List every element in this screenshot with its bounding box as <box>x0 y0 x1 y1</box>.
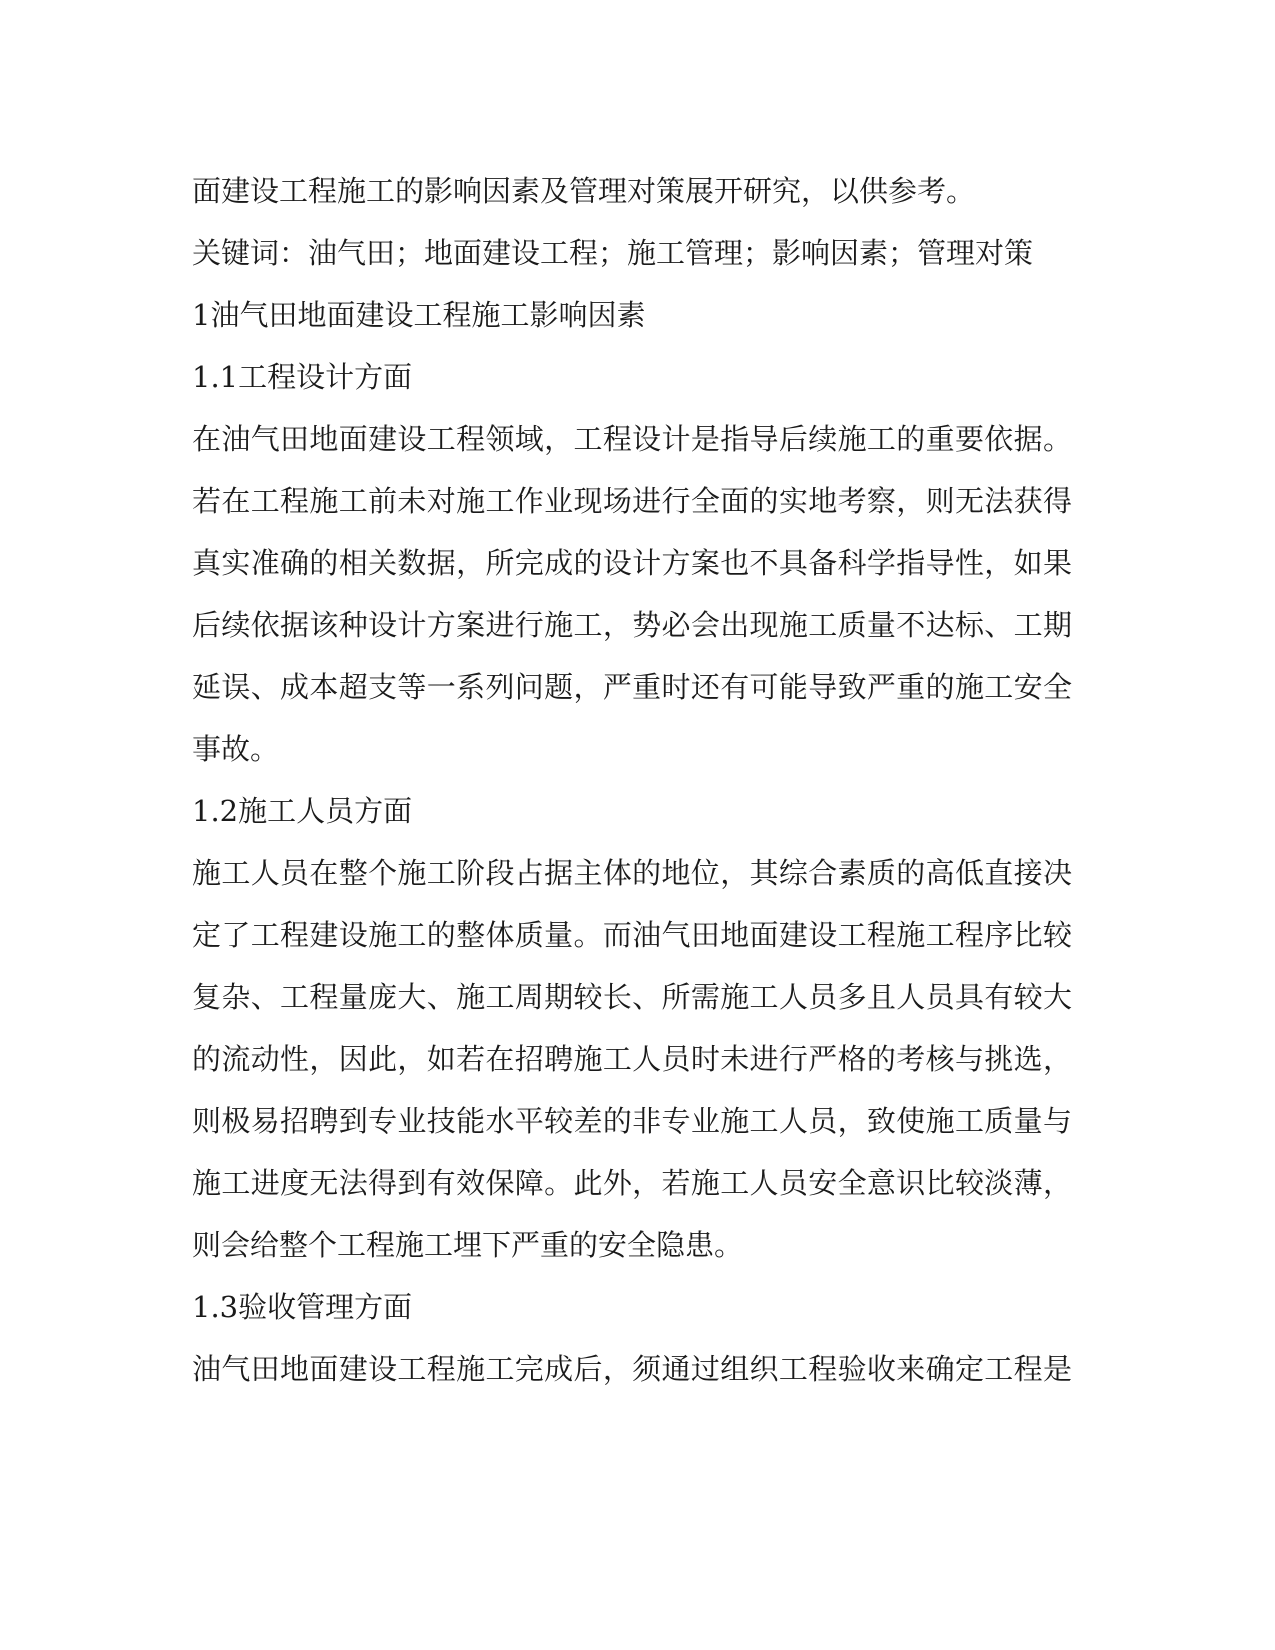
subsection-heading: 1.3验收管理方面 <box>192 1290 413 1324</box>
paragraph-line: 后续依据该种设计方案进行施工，势必会出现施工质量不达标、工期 <box>192 608 1072 642</box>
paragraph-line: 在油气田地面建设工程领域，工程设计是指导后续施工的重要依据。 <box>192 422 1072 456</box>
paragraph-line: 施工进度无法得到有效保障。此外，若施工人员安全意识比较淡薄， <box>192 1166 1072 1200</box>
keywords-line: 关键词：油气田；地面建设工程；施工管理；影响因素；管理对策 <box>192 236 1034 270</box>
paragraph-line: 事故。 <box>192 732 280 766</box>
paragraph-line: 定了工程建设施工的整体质量。而油气田地面建设工程施工程序比较 <box>192 918 1072 952</box>
paragraph-line: 的流动性，因此，如若在招聘施工人员时未进行严格的考核与挑选， <box>192 1042 1072 1076</box>
paragraph-line: 复杂、工程量庞大、施工周期较长、所需施工人员多且人员具有较大 <box>192 980 1072 1014</box>
paragraph-line: 施工人员在整个施工阶段占据主体的地位，其综合素质的高低直接决 <box>192 856 1072 890</box>
paragraph-line: 延误、成本超支等一系列问题，严重时还有可能导致严重的施工安全 <box>192 670 1072 704</box>
paragraph-line: 真实准确的相关数据，所完成的设计方案也不具备科学指导性，如果 <box>192 546 1072 580</box>
paragraph-line: 则会给整个工程施工埋下严重的安全隐患。 <box>192 1228 744 1262</box>
section-heading: 1油气田地面建设工程施工影响因素 <box>192 298 646 332</box>
paragraph-line: 油气田地面建设工程施工完成后，须通过组织工程验收来确定工程是 <box>192 1352 1072 1386</box>
paragraph-line: 若在工程施工前未对施工作业现场进行全面的实地考察，则无法获得 <box>192 484 1072 518</box>
subsection-heading: 1.2施工人员方面 <box>192 794 413 828</box>
subsection-heading: 1.1工程设计方面 <box>192 360 413 394</box>
document-body <box>192 160 1072 1400</box>
paragraph-line: 则极易招聘到专业技能水平较差的非专业施工人员，致使施工质量与 <box>192 1104 1072 1138</box>
paragraph-line: 面建设工程施工的影响因素及管理对策展开研究，以供参考。 <box>192 174 976 208</box>
